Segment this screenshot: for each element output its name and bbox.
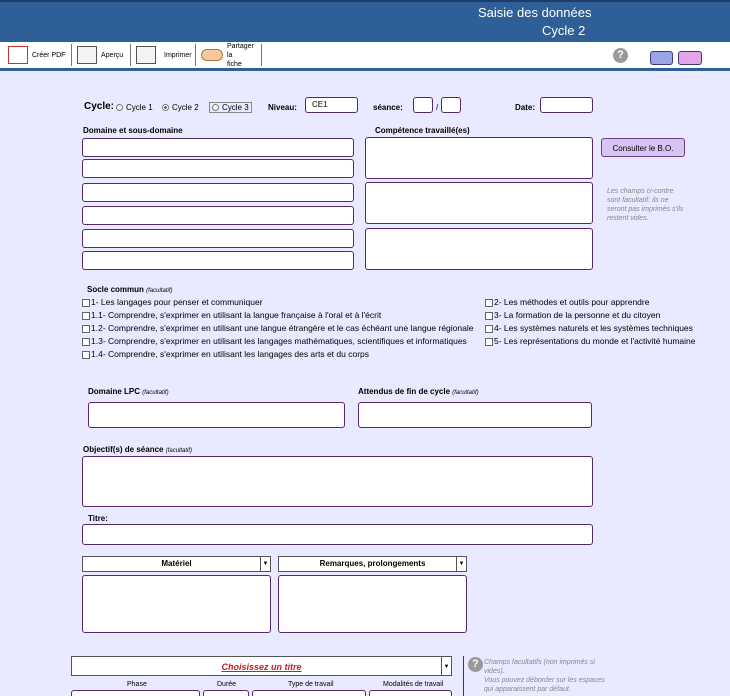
seance-label: séance: xyxy=(373,103,403,112)
socle-checkbox-3[interactable]: 3- La formation de la personne et du citoyen xyxy=(485,310,660,320)
phases-note: Champs facultatifs (non imprimés si vides). Vous pouvez déborder sur les espaces qui apparaissent par défaut. xyxy=(484,659,605,693)
niveau-label: Niveau: xyxy=(268,103,297,112)
preview-button[interactable] xyxy=(73,44,131,66)
share-button[interactable] xyxy=(197,44,262,66)
create-pdf-label: Créer PDF xyxy=(32,51,66,59)
domaine-field-3[interactable] xyxy=(82,229,354,248)
titre-field[interactable] xyxy=(82,524,593,545)
seance-total-field[interactable] xyxy=(441,97,461,113)
cycle-label: Cycle: xyxy=(84,101,115,112)
type-field[interactable] xyxy=(252,690,366,696)
toggle-view-1[interactable] xyxy=(650,51,673,65)
lpc-field[interactable] xyxy=(88,402,345,428)
create-pdf-button[interactable] xyxy=(4,44,72,66)
modalites-field[interactable] xyxy=(369,690,452,696)
printer-icon xyxy=(136,46,156,64)
type-column-header: Type de travail xyxy=(288,681,334,688)
cycle-3-radio[interactable]: Cycle 3 xyxy=(209,102,252,113)
titre-label: Titre: xyxy=(88,514,108,523)
objectifs-label: Objectif(s) de séance (facultatif) xyxy=(83,445,193,454)
cycle-2-radio[interactable]: Cycle 2 xyxy=(162,103,199,112)
hand-icon xyxy=(201,49,223,61)
seance-separator: / xyxy=(436,103,439,112)
toggle-view-2[interactable] xyxy=(678,51,702,65)
materiel-dropdown[interactable]: Matériel ▼ xyxy=(82,556,271,572)
print-label: Imprimer xyxy=(164,51,192,59)
page-title: Saisie des données xyxy=(478,5,592,20)
app-header xyxy=(0,0,730,42)
socle-checkbox-1-1[interactable]: 1.1- Comprendre, s'exprimer en utilisant la langue française à l'oral et à l'écrit xyxy=(82,310,381,320)
chevron-down-icon: ▼ xyxy=(441,657,451,675)
attendus-field[interactable] xyxy=(358,402,592,428)
objectifs-field[interactable] xyxy=(82,456,593,507)
date-field[interactable] xyxy=(540,97,593,113)
competence-field-3[interactable] xyxy=(365,228,593,270)
share-label-1: Partager la xyxy=(227,42,254,59)
sous-domaine-field-3[interactable] xyxy=(82,251,354,270)
phase-column-header: Phase xyxy=(127,681,147,688)
chevron-down-icon: ▼ xyxy=(456,557,466,571)
competence-field-1[interactable] xyxy=(365,137,593,179)
duree-column-header: Durée xyxy=(217,681,237,688)
optional-fields-note: Les champs ci-contre sont facultatif: ils ne seront pas imprimés s'ils restent vides. xyxy=(607,188,684,222)
socle-title: Socle commun (facultatif) xyxy=(87,285,173,294)
seance-number-field[interactable] xyxy=(413,97,433,113)
cycle-1-radio[interactable]: Cycle 1 xyxy=(116,103,153,112)
print-button[interactable] xyxy=(132,44,196,66)
remarques-field[interactable] xyxy=(278,575,467,633)
lpc-label: Domaine LPC (facultatif) xyxy=(88,387,169,396)
phase-field[interactable] xyxy=(71,690,200,696)
socle-checkbox-5[interactable]: 5- Les représentations du monde et l'activité humaine xyxy=(485,336,696,346)
competence-field-2[interactable] xyxy=(365,182,593,224)
attendus-label: Attendus de fin de cycle (facultatif) xyxy=(358,387,479,396)
socle-checkbox-1-2[interactable]: 1.2- Comprendre, s'exprimer en utilisant une langue étrangère et le cas échéant une langue régionale xyxy=(82,323,473,333)
duree-field[interactable] xyxy=(203,690,249,696)
materiel-field[interactable] xyxy=(82,575,271,633)
sous-domaine-field-1[interactable] xyxy=(82,159,354,178)
share-label-2: fiche xyxy=(227,60,242,68)
help-icon[interactable]: ? xyxy=(468,657,483,672)
sous-domaine-field-2[interactable] xyxy=(82,206,354,225)
domaine-field-2[interactable] xyxy=(82,183,354,202)
domaine-label: Domaine et sous-domaine xyxy=(83,126,183,135)
socle-checkbox-4[interactable]: 4- Les systèmes naturels et les systèmes techniques xyxy=(485,323,693,333)
socle-checkbox-1-3[interactable]: 1.3- Comprendre, s'exprimer en utilisant les langages mathématiques, scientifiques et informatiques xyxy=(82,336,467,346)
remarques-dropdown[interactable]: Remarques, prolongements ▼ xyxy=(278,556,467,572)
socle-checkbox-1-4[interactable]: 1.4- Comprendre, s'exprimer en utilisant les langages des arts et du corps xyxy=(82,349,369,359)
date-label: Date: xyxy=(515,103,536,112)
cycle-title: Cycle 2 xyxy=(542,23,586,38)
phase-title-dropdown[interactable]: Choisissez un titre ▼ xyxy=(71,656,452,676)
competence-label: Compétence travaillé(es) xyxy=(375,126,470,135)
socle-checkbox-2[interactable]: 2- Les méthodes et outils pour apprendre xyxy=(485,297,649,307)
help-icon[interactable]: ? xyxy=(613,48,628,63)
consulter-bo-button[interactable]: Consulter le B.O. xyxy=(601,138,685,157)
socle-checkbox-1[interactable]: 1- Les langages pour penser et communiquer xyxy=(82,297,263,307)
modalites-column-header: Modalités de travail xyxy=(383,681,444,688)
niveau-field[interactable]: CE1 xyxy=(305,97,358,113)
pdf-icon xyxy=(8,46,28,64)
domaine-field-1[interactable] xyxy=(82,138,354,157)
preview-label: Aperçu xyxy=(101,51,124,59)
chevron-down-icon: ▼ xyxy=(260,557,270,571)
divider xyxy=(463,656,464,696)
preview-icon xyxy=(77,46,97,64)
